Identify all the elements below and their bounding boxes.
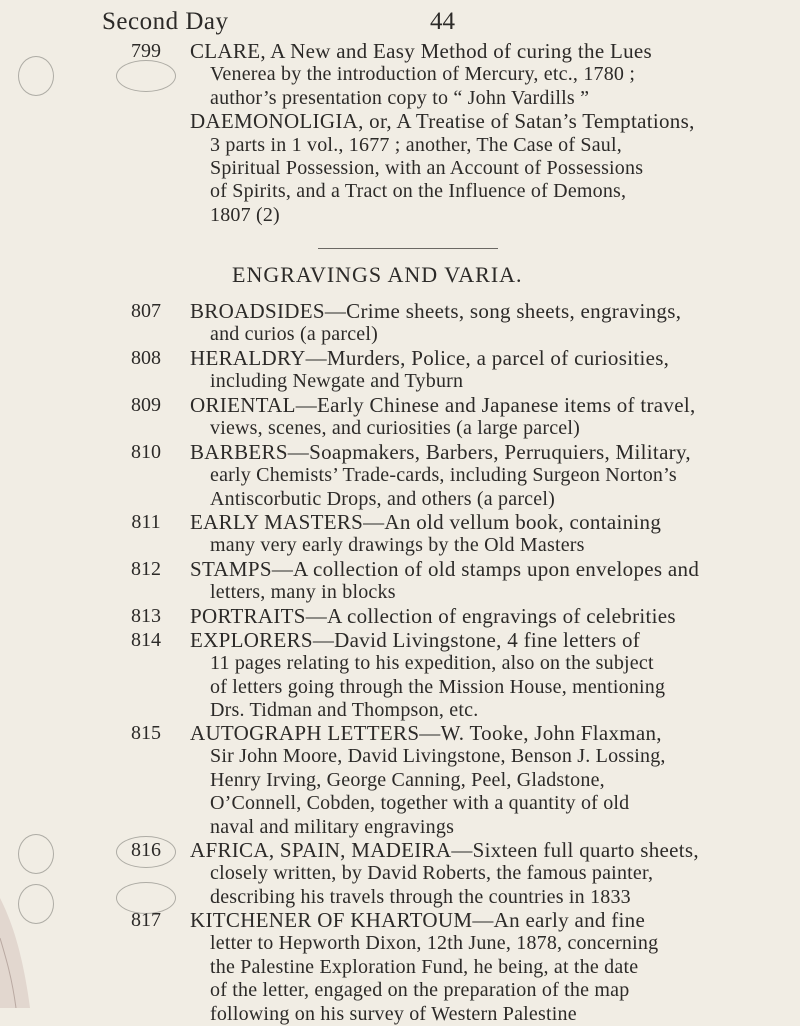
lot-line: author’s presentation copy to “ John Vardills ” [210,86,590,109]
lot-description [190,605,738,628]
lot-number: 815 [131,722,161,744]
lot-line: AFRICA, SPAIN, MADEIRA—Sixteen full quarto sheets, [190,838,699,862]
page-edge-shadow [0,878,44,1008]
lot-description [190,839,738,909]
lot-line: CLARE, A New and Easy Method of curing the Lues [190,39,653,63]
lot-description [190,511,738,558]
lot-line: of letters going through the Mission House, mentioning [210,675,666,698]
lot-description [190,441,738,511]
lot-line: including Newgate and Tyburn [210,370,464,393]
lot-line: early Chemists’ Trade-cards, including Surgeon Norton’s [210,464,677,487]
lot-number: 814 [131,629,161,651]
lot-line: of Spirits, and a Tract on the Influence of Demons, [210,180,627,203]
lot-line: BARBERS—Soapmakers, Barbers, Perruquiers, Military, [190,440,691,464]
lot-description [190,300,738,347]
lot-number: 817 [131,909,161,931]
lot-number: 812 [131,558,161,580]
lot-description [190,909,738,1026]
lot-line: many very early drawings by the Old Masters [210,534,585,557]
lot-line: KITCHENER OF KHARTOUM—An early and fine [190,908,646,932]
lot-line: BROADSIDES—Crime sheets, song sheets, engravings, [190,299,682,323]
lot-number: 809 [131,394,161,416]
lot-line: of the letter, engaged on the preparation of the map [210,979,630,1002]
lot-line: closely written, by David Roberts, the famous painter, [210,862,654,885]
lot-line: naval and military engravings [210,815,455,838]
lot-line: Drs. Tidman and Thompson, etc. [210,699,479,722]
section-divider [318,248,498,249]
pencil-circle-mark [116,836,176,868]
lot-description [190,394,738,441]
pencil-circle-mark [116,882,176,914]
page-header [0,8,800,42]
pencil-circle-mark [18,56,54,96]
lot-line: HERALDRY—Murders, Police, a parcel of curiosities, [190,346,670,370]
lot-line: ORIENTAL—Early Chinese and Japanese items of travel, [190,393,696,417]
lot-description [190,629,738,723]
lot-line: DAEMONOLIGIA, or, A Treatise of Satan’s Temptations, [190,109,695,134]
header-day-title: Second Day [102,8,229,35]
lot-line: Spiritual Possession, with an Account of Possessions [210,157,644,180]
lot-line: the Palestine Exploration Fund, he being, at the date [210,955,639,978]
lot-line: Sir John Moore, David Livingstone, Benson J. Lossing, [210,745,666,768]
lot-line: Venerea by the introduction of Mercury, etc., 1780 ; [210,63,636,86]
pencil-circle-mark [18,834,54,874]
header-page-number: 44 [430,8,455,35]
lot-line: AUTOGRAPH LETTERS—W. Tooke, John Flaxman, [190,721,662,745]
lot-description [190,40,738,227]
lot-description [190,722,738,839]
lot-line: O’Connell, Cobden, together with a quantity of old [210,792,630,815]
lot-line: STAMPS—A collection of old stamps upon envelopes and [190,557,700,581]
pencil-circle-mark [116,60,176,92]
lot-number: 799 [131,40,161,62]
lot-line: EARLY MASTERS—An old vellum book, containing [190,510,662,534]
lot-line: Henry Irving, George Canning, Peel, Gladstone, [210,768,605,791]
lot-description [190,347,738,394]
lot-number: 810 [131,441,161,463]
lot-number: 813 [131,605,161,627]
lot-line: following on his survey of Western Palestine [210,1002,577,1025]
lot-line: describing his travels through the countries in 1833 [210,885,631,908]
lot-line: EXPLORERS—David Livingstone, 4 fine letters of [190,628,641,652]
lot-number: 808 [131,347,161,369]
lot-line: Antiscorbutic Drops, and others (a parcel) [210,487,555,510]
section-title: ENGRAVINGS AND VARIA. [232,262,523,287]
lot-line: PORTRAITS—A collection of engravings of celebrities [190,604,676,628]
lot-number: 807 [131,300,161,322]
lot-description [190,558,738,605]
lot-line: views, scenes, and curiosities (a large parcel) [210,417,580,440]
lot-line: letter to Hepworth Dixon, 12th June, 1878, concerning [210,932,659,955]
lot-number: 816 [131,839,161,861]
lot-line: and curios (a parcel) [210,323,378,346]
lot-line: letters, many in blocks [210,581,396,604]
lot-line: 3 parts in 1 vol., 1677 ; another, The Case of Saul, [210,133,622,156]
lot-line: 11 pages relating to his expedition, also on the subject [210,652,654,675]
lot-line: 1807 (2) [210,203,280,226]
lot-number: 811 [131,511,161,533]
